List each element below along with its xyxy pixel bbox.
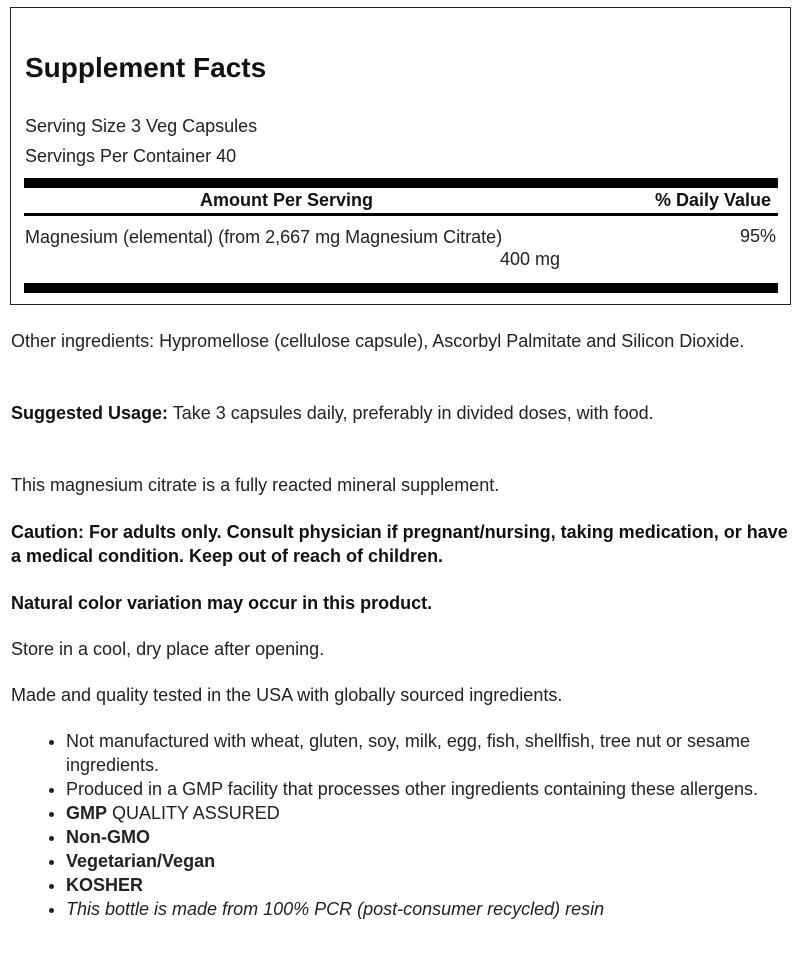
feature-item: • Vegetarian/Vegan (66, 849, 800, 873)
other-ingredients: Other ingredients: Hypromellose (cellulose capsule), Ascorbyl Palmitate and Silicon Dioxide. (11, 331, 745, 351)
facts-title: Supplement Facts (25, 52, 267, 83)
feature-item: • Produced in a GMP facility that processes other ingredients containing these allergens. (66, 777, 800, 801)
amount-per-serving-header: Amount Per Serving (200, 190, 374, 210)
feature-item: • Not manufactured with wheat, gluten, soy, milk, egg, fish, shellfish, tree nut or sesame ingredients. (66, 729, 800, 777)
nutrient-amount: 400 mg (500, 249, 561, 269)
nutrient-name: Magnesium (elemental) (from 2,667 mg Magnesium Citrate) (25, 227, 503, 247)
suggested-usage-text: Take 3 capsules daily, preferably in divided doses, with food. (168, 403, 654, 423)
features-list (0, 729, 800, 921)
feature-item: • KOSHER (66, 873, 800, 897)
suggested-usage (11, 401, 791, 425)
made-in-usa: Made and quality tested in the USA with globally sourced ingredients. (11, 685, 563, 705)
feature-item: • GMP QUALITY ASSURED (66, 801, 800, 825)
daily-value-header: % Daily Value (654, 190, 771, 210)
nutrient-daily-value: 95% (739, 226, 776, 246)
thick-divider-top (24, 178, 778, 188)
product-description: This magnesium citrate is a fully reacted mineral supplement. (11, 475, 500, 495)
servings-per-container: Servings Per Container 40 (25, 146, 237, 166)
caution-text: Caution: For adults only. Consult physician if pregnant/nursing, taking medication, or have a medical condition. Keep out of reach of children. (11, 522, 788, 566)
serving-size: Serving Size 3 Veg Capsules (25, 116, 258, 136)
thick-divider-bottom (24, 283, 778, 293)
suggested-usage-label: Suggested Usage: (11, 403, 169, 423)
color-variation-note: Natural color variation may occur in this product. (11, 593, 433, 613)
thin-divider (24, 213, 778, 216)
feature-item: • This bottle is made from 100% PCR (post-consumer recycled) resin (66, 897, 800, 921)
storage-instructions: Store in a cool, dry place after opening. (11, 639, 325, 659)
feature-item: • Non-GMO (66, 825, 800, 849)
